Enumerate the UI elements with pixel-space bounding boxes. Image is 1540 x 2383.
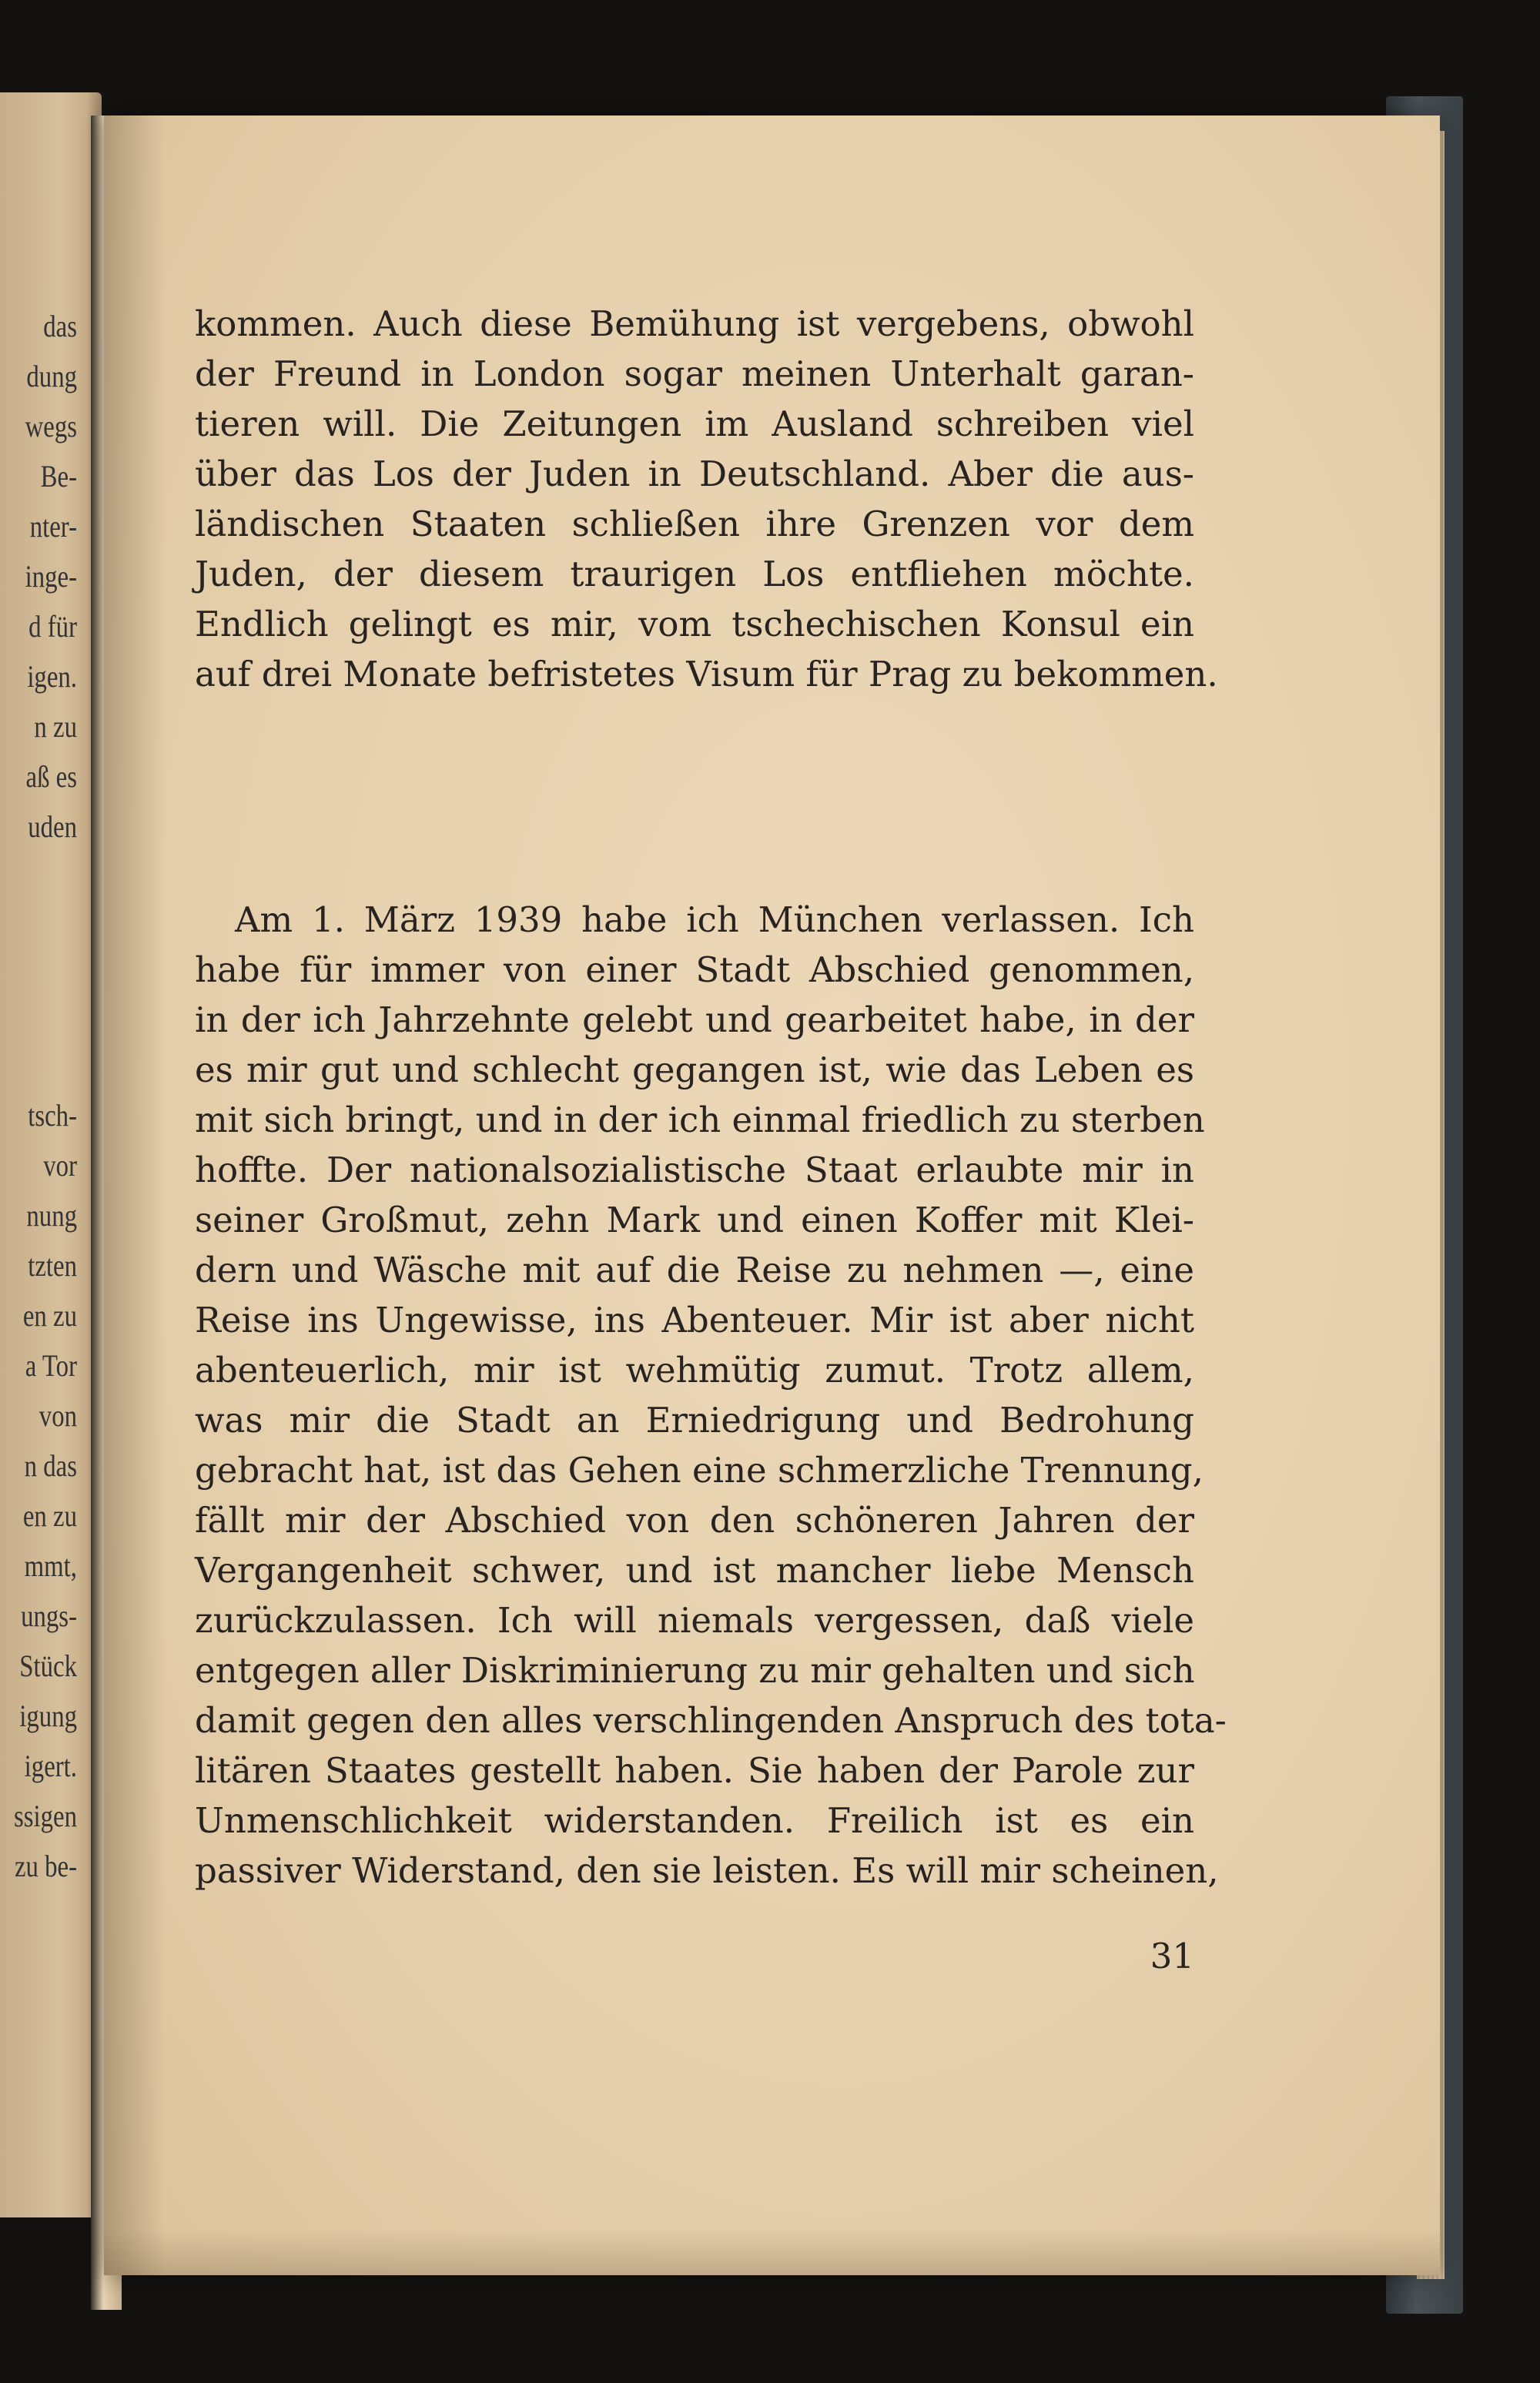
text-line: Vergangenheit schwer, und ist mancher liebe Mensch	[195, 1550, 1194, 1591]
gutter-shadow	[104, 115, 166, 2275]
text-line: passiver Widerstand, den sie leisten. Es will mir scheinen,	[195, 1850, 1219, 1891]
text-line: es mir gut und schlecht gegangen ist, wie das Leben es	[195, 1049, 1194, 1090]
text-line: damit gegen den alles verschlingenden Anspruch des tota-	[195, 1700, 1227, 1741]
page-bottom-shadow	[104, 2229, 1440, 2275]
left-page-fragment: igen.	[27, 659, 77, 694]
left-page-fragment: uden	[28, 809, 77, 844]
text-line: mit sich bringt, und in der ich einmal friedlich zu sterben	[195, 1099, 1205, 1140]
left-page-fragment: ssigen	[14, 1799, 77, 1833]
left-page-fragment: nter-	[29, 509, 77, 544]
left-page-fragment: en zu	[22, 1298, 77, 1333]
left-page-fragment: en zu	[22, 1498, 77, 1533]
left-page-fragment: igung	[19, 1699, 78, 1733]
text-line: entgegen aller Diskriminierung zu mir gehalten und sich	[195, 1650, 1195, 1691]
left-page-fragment: igert.	[24, 1749, 78, 1783]
text-line: der Freund in London sogar meinen Unterhalt garan-	[195, 353, 1194, 394]
text-line: kommen. Auch diese Bemühung ist vergebens, obwohl	[195, 303, 1194, 344]
text-line: Unmenschlichkeit widerstanden. Freilich ist es ein	[195, 1800, 1194, 1841]
left-page-fragment: a Tor	[25, 1348, 77, 1383]
text-line: hoffte. Der nationalsozialistische Staat erlaubte mir in	[195, 1150, 1194, 1190]
left-page-fragment: vor	[43, 1148, 77, 1183]
text-line: dern und Wäsche mit auf die Reise zu nehmen —, eine	[195, 1250, 1194, 1290]
left-page-fragment: das	[43, 309, 77, 343]
text-line: Endlich gelingt es mir, vom tschechischen Konsul ein	[195, 604, 1194, 644]
text-line: tieren will. Die Zeitungen im Ausland schreiben viel	[195, 403, 1194, 444]
left-page-fragment: inge-	[25, 559, 78, 594]
text-line: auf drei Monate befristetes Visum für Prag zu bekommen.	[195, 654, 1218, 694]
left-page-fragment: Be-	[40, 459, 77, 494]
left-page-fragment: zu be-	[14, 1849, 77, 1883]
text-line: habe für immer von einer Stadt Abschied genommen,	[195, 949, 1194, 990]
left-page-fragment: d für	[28, 609, 77, 644]
text-line: fällt mir der Abschied von den schöneren Jahren der	[195, 1500, 1194, 1541]
page-number: 31	[1150, 1936, 1194, 1976]
text-line: Reise ins Ungewisse, ins Abenteuer. Mir ist aber nicht	[195, 1300, 1194, 1340]
paragraph-1	[195, 299, 1218, 699]
left-page-fragment: mmt,	[24, 1548, 77, 1583]
text-line: abenteuerlich, mir ist wehmütig zumut. Trotz allem,	[195, 1350, 1194, 1391]
left-page-fragment: wegs	[25, 409, 77, 443]
left-page-fragment: nung	[26, 1198, 77, 1233]
text-line: litären Staates gestellt haben. Sie haben der Parole zur	[195, 1750, 1194, 1791]
left-page-fragment: n zu	[34, 709, 77, 744]
paragraph-2	[195, 895, 1227, 1896]
left-page-fragment: dung	[26, 359, 77, 393]
left-page	[0, 92, 102, 2217]
text-line: was mir die Stadt an Erniedrigung und Bedrohung	[195, 1400, 1194, 1441]
text-line: in der ich Jahrzehnte gelebt und gearbeitet habe, in der	[195, 999, 1194, 1040]
text-line: zurückzulassen. Ich will niemals vergessen, daß viele	[195, 1600, 1194, 1641]
text-line: über das Los der Juden in Deutschland. Aber die aus-	[195, 454, 1194, 494]
left-page-fragment: Stück	[19, 1648, 78, 1683]
text-line: ländischen Staaten schließen ihre Grenzen vor dem	[195, 504, 1194, 544]
right-page	[104, 115, 1440, 2275]
left-page-fragment: aß es	[25, 759, 77, 794]
text-line: seiner Großmut, zehn Mark und einen Koffer mit Klei-	[195, 1200, 1194, 1240]
left-page-fragment: von	[38, 1398, 77, 1433]
left-page-fragment: n das	[24, 1448, 77, 1483]
text-line: Am 1. März 1939 habe ich München verlassen. Ich	[235, 899, 1194, 940]
left-page-fragment: ungs-	[21, 1598, 77, 1633]
text-line: Juden, der diesem traurigen Los entfliehen möchte.	[195, 554, 1194, 594]
text-line: gebracht hat, ist das Gehen eine schmerzliche Trennung,	[195, 1450, 1204, 1491]
left-page-fragment: tsch-	[28, 1098, 77, 1133]
left-page-fragment: tzten	[28, 1248, 77, 1283]
